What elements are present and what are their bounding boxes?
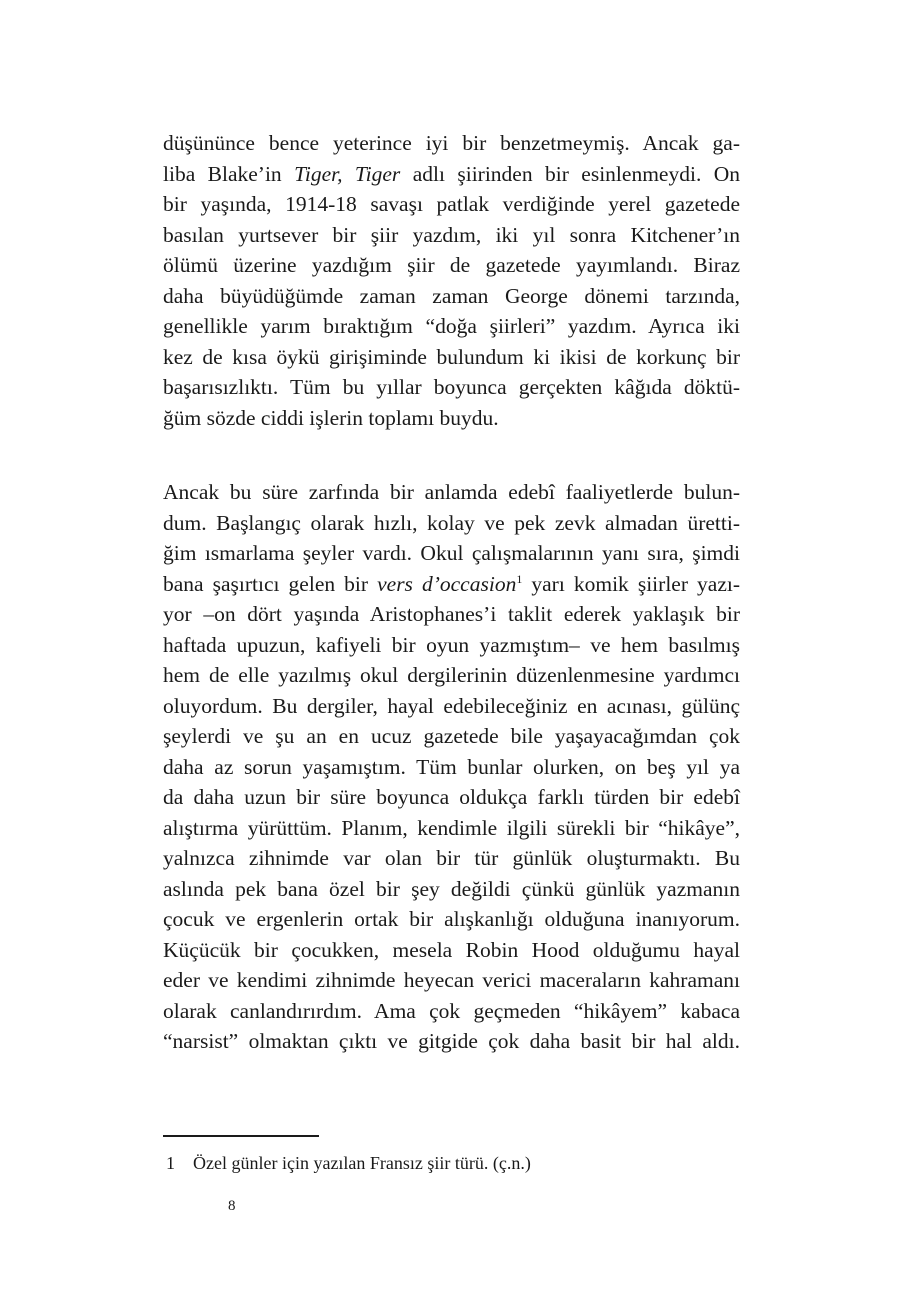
- footnote-text: Özel günler için yazılan Fransız şiir türü. (ç.n.): [193, 1153, 531, 1173]
- text-line: ğüm sözde ciddi işlerin toplamı buydu.: [163, 405, 499, 430]
- text-line: [163, 159, 740, 190]
- footnote-number: 1: [166, 1153, 175, 1173]
- text-line: bir yaşında, 1914-18 savaşı patlak verdiğinde yerel gazetede: [163, 192, 740, 216]
- text-line: kez de kısa öykü girişiminde bulundum ki ikisi de korkunç bir: [163, 344, 740, 369]
- text-span: bana şaşırtıcı gelen bir: [163, 571, 378, 596]
- text-line: yalnızca zihnimde var olan bir tür günlük oluşturmaktı. Bu: [163, 846, 740, 870]
- text-line: hem de elle yazılmış okul dergilerinin düzenlenmesine yardımcı: [163, 663, 740, 687]
- paragraph-2: [163, 477, 740, 1057]
- text-line: daha büyüdüğümde zaman zaman George dönemi tarzında,: [163, 283, 740, 308]
- text-span: liba Blake’in: [163, 161, 295, 186]
- text-line: şeylerdi ve şu an en ucuz gazetede bile yaşayacağımdan çok: [163, 724, 740, 748]
- footnote-divider: [163, 1135, 319, 1137]
- text-line: da daha uzun bir süre boyunca oldukça farklı türden bir edebî: [163, 785, 740, 809]
- text-line: alıştırma yürüttüm. Planım, kendimle ilgili sürekli bir “hikâye”,: [163, 815, 740, 840]
- text-line: Küçücük bir çocukken, mesela Robin Hood olduğumu hayal: [163, 937, 740, 962]
- text-line: Ancak bu süre zarfında bir anlamda edebî faaliyetlerde bulun-: [163, 480, 740, 504]
- italic-title: Tiger, Tiger: [294, 161, 401, 186]
- text-line: çocuk ve ergenlerin ortak bir alışkanlığı olduğuna inanıyorum.: [163, 907, 740, 931]
- text-line: başarısızlıktı. Tüm bu yıllar boyunca gerçekten kâğıda döktü-: [163, 375, 740, 399]
- italic-phrase: vers d’occasion: [377, 571, 517, 596]
- text-line: genellikle yarım bıraktığım “doğa şiirleri” yazdım. Ayrıca iki: [163, 314, 740, 338]
- footnote: [166, 1151, 531, 1175]
- text-line: ğim ısmarlama şeyler vardı. Okul çalışmalarının yanı sıra, şimdi: [163, 541, 740, 565]
- text-span: adlı şiirinden bir esinlenmeydi. On: [400, 161, 740, 186]
- text-line: eder ve kendimi zihnimde heyecan verici maceraların kahramanı: [163, 968, 740, 992]
- text-line: haftada upuzun, kafiyeli bir oyun yazmıştım– ve hem basılmış: [163, 632, 740, 657]
- text-line: olarak canlandırırdım. Ama çok geçmeden “hikâyem” kabaca: [163, 998, 740, 1023]
- text-line: [163, 569, 740, 600]
- text-line: düşününce bence yeterince iyi bir benzetmeymiş. Ancak ga-: [163, 131, 740, 155]
- text-line: “narsist” olmaktan çıktı ve gitgide çok daha basit bir hal aldı.: [163, 1029, 740, 1053]
- text-line: daha az sorun yaşamıştım. Tüm bunlar olurken, on beş yıl ya: [163, 754, 740, 779]
- text-line: dum. Başlangıç olarak hızlı, kolay ve pek zevk almadan üretti-: [163, 510, 740, 535]
- paragraph-1: [163, 128, 740, 433]
- text-span: yarı komik şiirler yazı-: [522, 571, 741, 596]
- text-line: aslında pek bana özel bir şey değildi çünkü günlük yazmanın: [163, 876, 740, 901]
- page-number: 8: [228, 1198, 236, 1214]
- text-line: basılan yurtsever bir şiir yazdım, iki yıl sonra Kitchener’ın: [163, 222, 740, 247]
- footnote-reference: 1: [516, 571, 523, 586]
- text-line: yor –on dört yaşında Aristophanes’i taklit ederek yaklaşık bir: [163, 602, 740, 626]
- text-line: oluyordum. Bu dergiler, hayal edebileceğiniz en acınası, gülünç: [163, 693, 740, 718]
- text-line: ölümü üzerine yazdığım şiir de gazetede yayımlandı. Biraz: [163, 253, 740, 277]
